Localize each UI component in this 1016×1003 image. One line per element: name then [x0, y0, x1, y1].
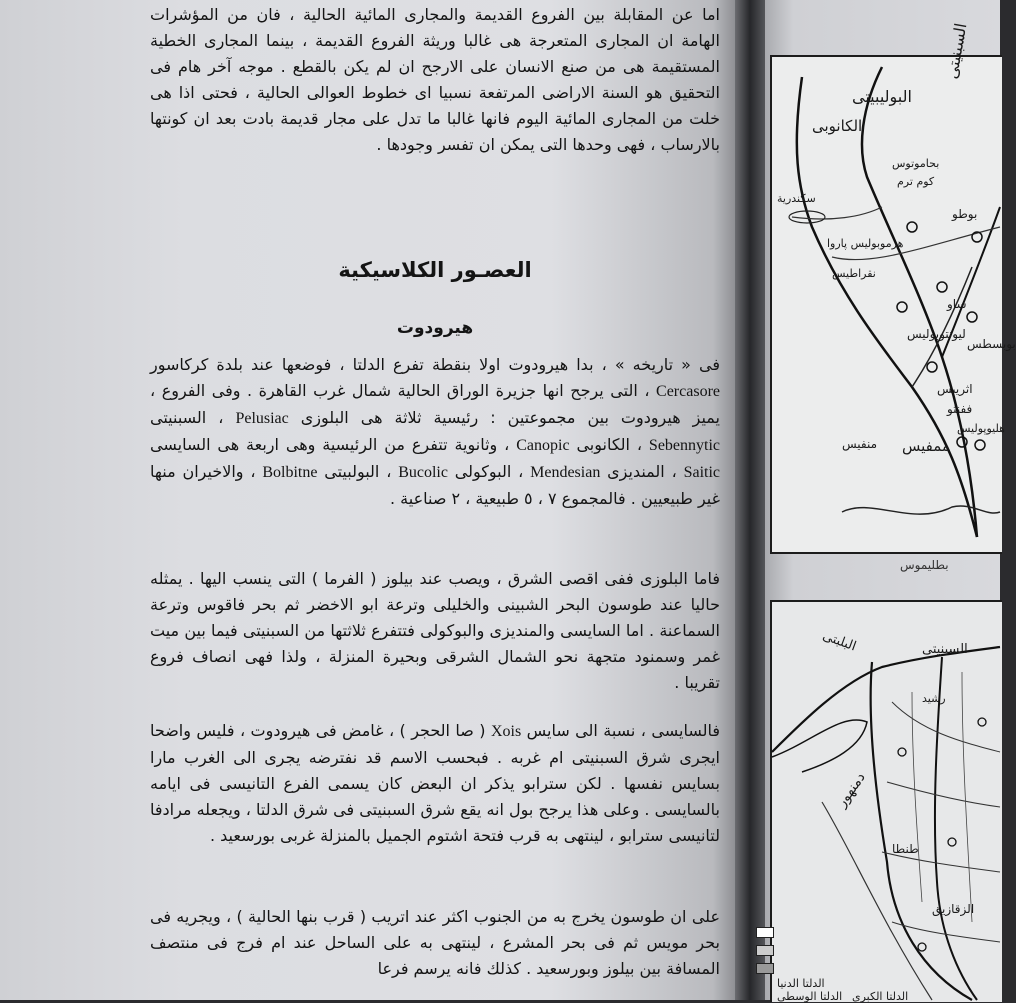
map-ptolemy — [770, 21, 1016, 554]
paragraph-2-text: ، الكانوبى — [576, 435, 643, 454]
map-ptolemy-lines — [772, 57, 1002, 552]
map-label: البوليبيتى — [852, 87, 912, 106]
legend-swatch — [756, 927, 774, 938]
map-label: اثريبس — [937, 382, 973, 396]
map-label: الكانوبى — [812, 117, 863, 135]
map-label: الزقازيق — [932, 902, 975, 916]
paragraph-2 — [150, 352, 720, 512]
section-heading: العصـور الكلاسيكية — [338, 258, 532, 282]
map-label: هليوپوليس — [957, 422, 1005, 435]
left-page-text — [150, 0, 720, 1000]
paragraph-4 — [150, 718, 720, 849]
term-sebennytic: Sebennytic — [648, 437, 721, 454]
map-label: سكندرية — [777, 192, 816, 205]
legend-swatch — [756, 963, 774, 974]
map-caption: بطليموس — [900, 558, 949, 572]
paragraph-2-text: ، السبنيتى — [150, 408, 224, 427]
map-label: بوطو — [952, 207, 978, 221]
map-label: ممفيس — [902, 437, 950, 455]
term-saitic: Saitic — [683, 464, 720, 481]
paragraph-5: على ان طوسون يخرج به من الجنوب اكثر عند اتريب ( قرب بنها الحالية ) ، ويجريه فى بحر مويس ثم فى بحر المشرع ، لينتهى به على الساحل عند ام فرج فى منتصف المسافة بين بيلوز وبورسعيد . كذلك فانه يرسم فرعا — [150, 907, 720, 978]
map-label: ليونتوبوليس — [907, 327, 966, 341]
map-label: السبنيتى — [942, 21, 971, 81]
term-bolbitne: Bolbitne — [262, 464, 318, 481]
paragraph-2-text: فى « تاريخه » ، بدا هيرودوت اولا بنقطة تفرع الدلتا ، فوضعها عند بلدة كركاسور — [150, 355, 720, 374]
map-label: ففنثو — [947, 402, 973, 416]
map-label: نقراطيس — [832, 267, 876, 280]
map-label: بوبسطس — [967, 337, 1016, 351]
paragraph-2-text: ، البوكولى — [454, 462, 524, 481]
paragraph-4-text: فالسايسى ، نسبة الى سايس — [526, 721, 720, 740]
term-mendesian: Mendesian — [530, 464, 601, 481]
legend-label: الدلتا الكبرى — [852, 990, 909, 1003]
map-label: بحاموتوس — [892, 157, 940, 170]
paragraph-2-text: ، التى يرجح انها جزيرة الوراق الحالية شمال غرب القاهرة . وفى الفروع ، يميز هيرودوت بين مجموعتين : رئيسية ثلاثة هى البلوزى — [150, 381, 721, 427]
paragraph-3: فاما البلوزى ففى اقصى الشرق ، ويصب عند بيلوز ( الفرما ) التى ينسب اليها . يمثله حاليا عند طوسون البحر الشبينى والخليلى وترعة ابو الاخضر ثم بحر فاقوس وترعة السماعنة . اما السايسى والمنديزى والبوكولى فتتفرع ثلاثتها من السبنيتى فيما بين ميت غمر وسمنود متجهة نحو الشمال الشرقى وبحيرة المنزلة ، ولذا فهى انصاف فروع تقريبا . — [150, 569, 720, 692]
term-xois: Xois — [490, 723, 522, 740]
book-gutter — [735, 0, 765, 1000]
map-label: دمنهور — [833, 769, 869, 811]
map-label: البلبتى — [820, 628, 859, 655]
legend-label: الدلتا الدنيا — [777, 977, 825, 990]
paragraph-4-text: ( صا الحجر ) ، غامض فى هيرودوت ، فليس واضحا ايجرى شرق السبنيتى ام غربه . فبحسب الاسم قد نفترضه يجرى الى الغرب مارا بسايس نفسها . لكن سترابو يذكر ان البعض كان يسمى الفرع التانيسى فى ايامه بالسايسى . وعلى هذا يرجح بول انه يقع شرق السبنيتى فى شرق الدلتا ، ويجعله مرادفا لتانيسى سترابو ، لينتهى به قرب فتحة اشتوم الجميل بالمنزلة غربى بورسعيد . — [150, 721, 720, 845]
map-label: كوم ترم — [897, 175, 935, 188]
section-subheading: هيرودوت — [396, 318, 474, 338]
term-bucolic: Bucolic — [398, 464, 448, 481]
map-modern-delta-lines — [772, 602, 1002, 1002]
paragraph-2-text: ، البولبيتى — [324, 462, 392, 481]
paragraph-1: اما عن المقابلة بين الفروع القديمة والمجارى المائية الحالية ، فان من المؤشرات الهامة ان المجارى المتعرجة هى غالبا وريثة الفروع القديمة ، بينما المجارى الخطية المستقيمة هى من صنع الانسان على الارجح ان لم يكن بالقطع . موجه آخر هام فى التحقيق هو السنة الاراضى المرتفعة نسبيا اى خطوط العوالى الحالية ، فحتى اذا هى خلت من المجارى المائية اليوم فانها غالبا ما تدل على مجار قديمة بادت بعد ان كونتها بالارساب ، فهى وحدها التى يمكن ان تفسر وجودها . — [150, 5, 720, 154]
paragraph-2-text: ، المنديزى — [607, 462, 677, 481]
map-label: هرموبوليس پاروا — [827, 237, 904, 250]
map-label: طنطا — [892, 842, 919, 856]
map-label: السبنيتى — [922, 642, 968, 657]
map-label: ساو — [947, 297, 967, 311]
paragraph-2-text: ، والاخيران منها غير طبيعيين . فالمجموع ٧ ، ٥ طبيعية ، ٢ صناعية . — [150, 462, 720, 508]
term-pelusiac: Pelusiac — [235, 410, 289, 427]
paragraph-2-text: ، وثانوية تتفرع من الرئيسية وهى اربعة هى السايسى — [150, 435, 510, 454]
term-canopic: Canopic — [516, 437, 570, 454]
term-cercasore: Cercasore — [656, 383, 720, 400]
map-modern-delta — [770, 600, 1002, 1002]
map-label: رشيد — [922, 692, 946, 705]
legend-label: الدلتا الوسطى — [777, 990, 843, 1003]
legend-swatch — [756, 945, 774, 956]
map-label: منفيس — [842, 437, 878, 451]
